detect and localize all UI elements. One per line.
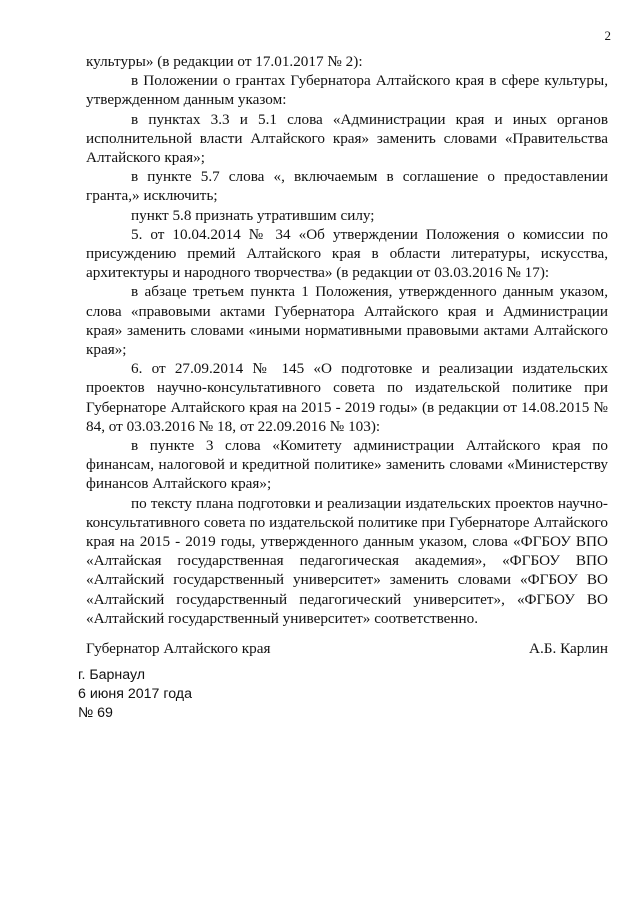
paragraph-1: культуры» (в редакции от 17.01.2017 № 2): — [86, 53, 363, 70]
paragraph-3: в пунктах 3.3 и 5.1 слова «Администрации края и иных органов исполнительной власти Алтайского края» заменить словами «Правительства Алтайского края»; — [86, 110, 608, 167]
paragraph-2: в Положении о грантах Губернатора Алтайского края в сфере культуры, утвержденном данным указом: — [86, 72, 608, 109]
paragraph-7: в абзаце третьем пункта 1 Положения, утвержденного данным указом, слова «правовыми актами Губернатора Алтайского края и Администрации края» заменить словами «иными нормативными правовыми актами Алтайского края»; — [86, 283, 608, 359]
signature-block — [86, 640, 608, 662]
paragraph-6: 5. от 10.04.2014 № 34 «Об утверждении Положения о комиссии по присуждению премий Алтайского края в области литературы, искусства, архитектуры и народного творчества» (в редакции от 03.03.2016 № 17): — [86, 225, 608, 282]
paragraph-9: в пункте 3 слова «Комитету администрации Алтайского края по финансам, налоговой и кредитной политике» заменить словами «Министерству финансов Алтайского края»; — [86, 437, 608, 493]
footer-number: № 69 — [78, 705, 113, 721]
footer-date: 6 июня 2017 года — [78, 686, 192, 702]
page-number: 2 — [604, 28, 611, 43]
signatory-name: А.Б. Карлин — [529, 640, 608, 657]
paragraph-4: в пункте 5.7 слова «, включаемым в соглашение о предоставлении гранта,» исключить; — [86, 168, 608, 205]
footer-city: г. Барнаул — [78, 667, 146, 683]
document-body — [86, 52, 608, 628]
paragraph-5: пункт 5.8 признать утратившим силу; — [131, 206, 375, 224]
paragraph-10: по тексту плана подготовки и реализации издательских проектов научно-консультативного совета по издательской политике при Губернаторе Алтайского края на 2015 - 2019 годы, утвержденного данным указом, слова «ФГБОУ ВПО «Алтайская государственная педагогическая академия», «ФГБОУ ВПО «Алтайский государственный университет» заменить словами «ФГБОУ ВО «Алтайский государственный педагогический университет», «ФГБОУ ВО «Алтайский государственный университет» соответственно. — [86, 494, 608, 627]
paragraph-8: 6. от 27.09.2014 № 145 «О подготовке и реализации издательских проектов научно-консультативного совета по издательской политике при Губернаторе Алтайского края на 2015 - 2019 годы» (в редакции от 14.08.2015 № 84, от 03.03.2016 № 18, от 22.09.2016 № 103): — [86, 360, 608, 435]
document-footer — [78, 666, 192, 723]
signatory-title: Губернатор Алтайского края — [86, 640, 271, 657]
